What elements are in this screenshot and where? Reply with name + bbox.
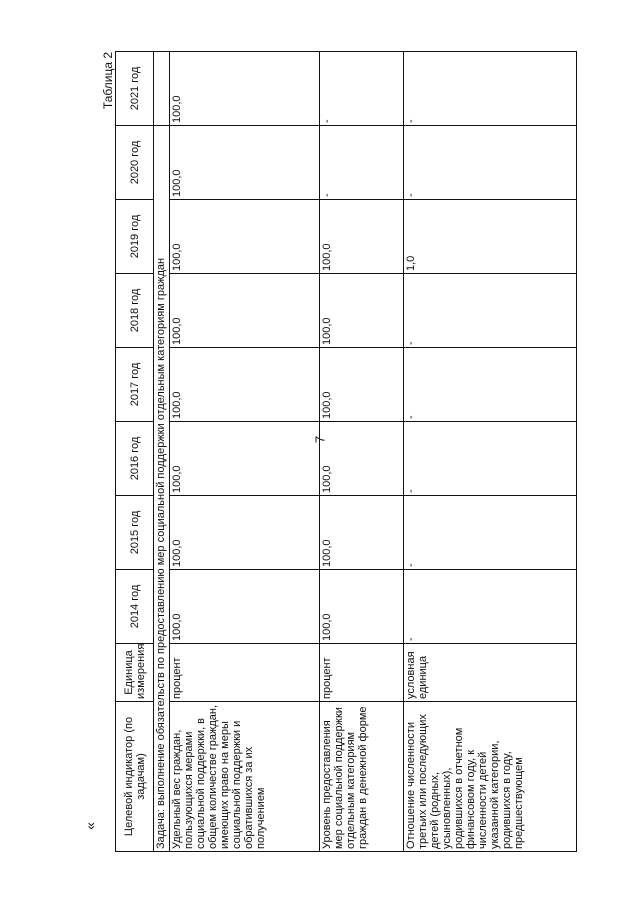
task-row (154, 52, 170, 852)
table-row (320, 52, 404, 852)
header-year: 2015 год (116, 496, 154, 570)
header-year: 2021 год (116, 52, 154, 126)
value-cell: 100,0 (170, 52, 320, 126)
value-cell: - (404, 496, 577, 570)
value-cell: 100,0 (320, 274, 404, 348)
value-cell: - (320, 52, 404, 126)
value-cell: 100,0 (170, 496, 320, 570)
table-caption: Таблица 2 (101, 52, 115, 110)
value-cell: 100,0 (320, 570, 404, 644)
value-cell: 100,0 (320, 496, 404, 570)
unit-cell: процент (320, 644, 404, 702)
value-cell: 100,0 (170, 274, 320, 348)
value-cell: - (320, 126, 404, 200)
task-empty-cell (154, 52, 170, 126)
value-cell: - (404, 274, 577, 348)
value-cell: 100,0 (320, 422, 404, 496)
value-cell: 100,0 (170, 200, 320, 274)
value-cell: - (404, 422, 577, 496)
table-row (170, 52, 320, 852)
value-cell: - (404, 570, 577, 644)
header-year: 2020 год (116, 126, 154, 200)
value-cell: 100,0 (320, 200, 404, 274)
value-cell: 100,0 (170, 422, 320, 496)
rotated-table-block (102, 52, 577, 852)
unit-cell: условная единица (404, 644, 577, 702)
opening-quote: « (81, 822, 98, 830)
value-cell: - (404, 126, 577, 200)
header-year: 2017 год (116, 348, 154, 422)
value-cell: 100,0 (170, 570, 320, 644)
unit-cell: процент (170, 644, 320, 702)
header-indicator: Целевой индикатор (по задачам) (116, 702, 154, 852)
header-year: 2014 год (116, 570, 154, 644)
task-cell: Задача: выполнение обязательств по предоставлению мер социальной поддержки отдельным категориям граждан (154, 126, 170, 852)
header-row (116, 52, 154, 852)
indicator-cell: Отношение численности третьих или последующих детей (родных, усыновленных), родившихся в отчетном финансовом году, к численности детей указанной категории, родившихся в году, предшествующем (404, 702, 577, 852)
header-unit: Единица измерения (116, 644, 154, 702)
value-cell: - (404, 52, 577, 126)
value-cell: 100,0 (170, 348, 320, 422)
indicator-cell: Уровень предоставления мер социальной поддержки отдельным категориям граждан в денежной форме (320, 702, 404, 852)
indicator-cell: Удельный вес граждан, пользующихся мерами социальной поддержки, в общем количестве граждан, имеющих право на меры социальной поддержки и обратившихся за их получением (170, 702, 320, 852)
header-year: 2016 год (116, 422, 154, 496)
header-year: 2019 год (116, 200, 154, 274)
value-cell: 1,0 (404, 200, 577, 274)
value-cell: - (404, 348, 577, 422)
indicators-table (115, 51, 577, 852)
header-year: 2018 год (116, 274, 154, 348)
page-number: 7 (312, 435, 328, 444)
value-cell: 100,0 (320, 348, 404, 422)
value-cell: 100,0 (170, 126, 320, 200)
table-row (404, 52, 577, 852)
